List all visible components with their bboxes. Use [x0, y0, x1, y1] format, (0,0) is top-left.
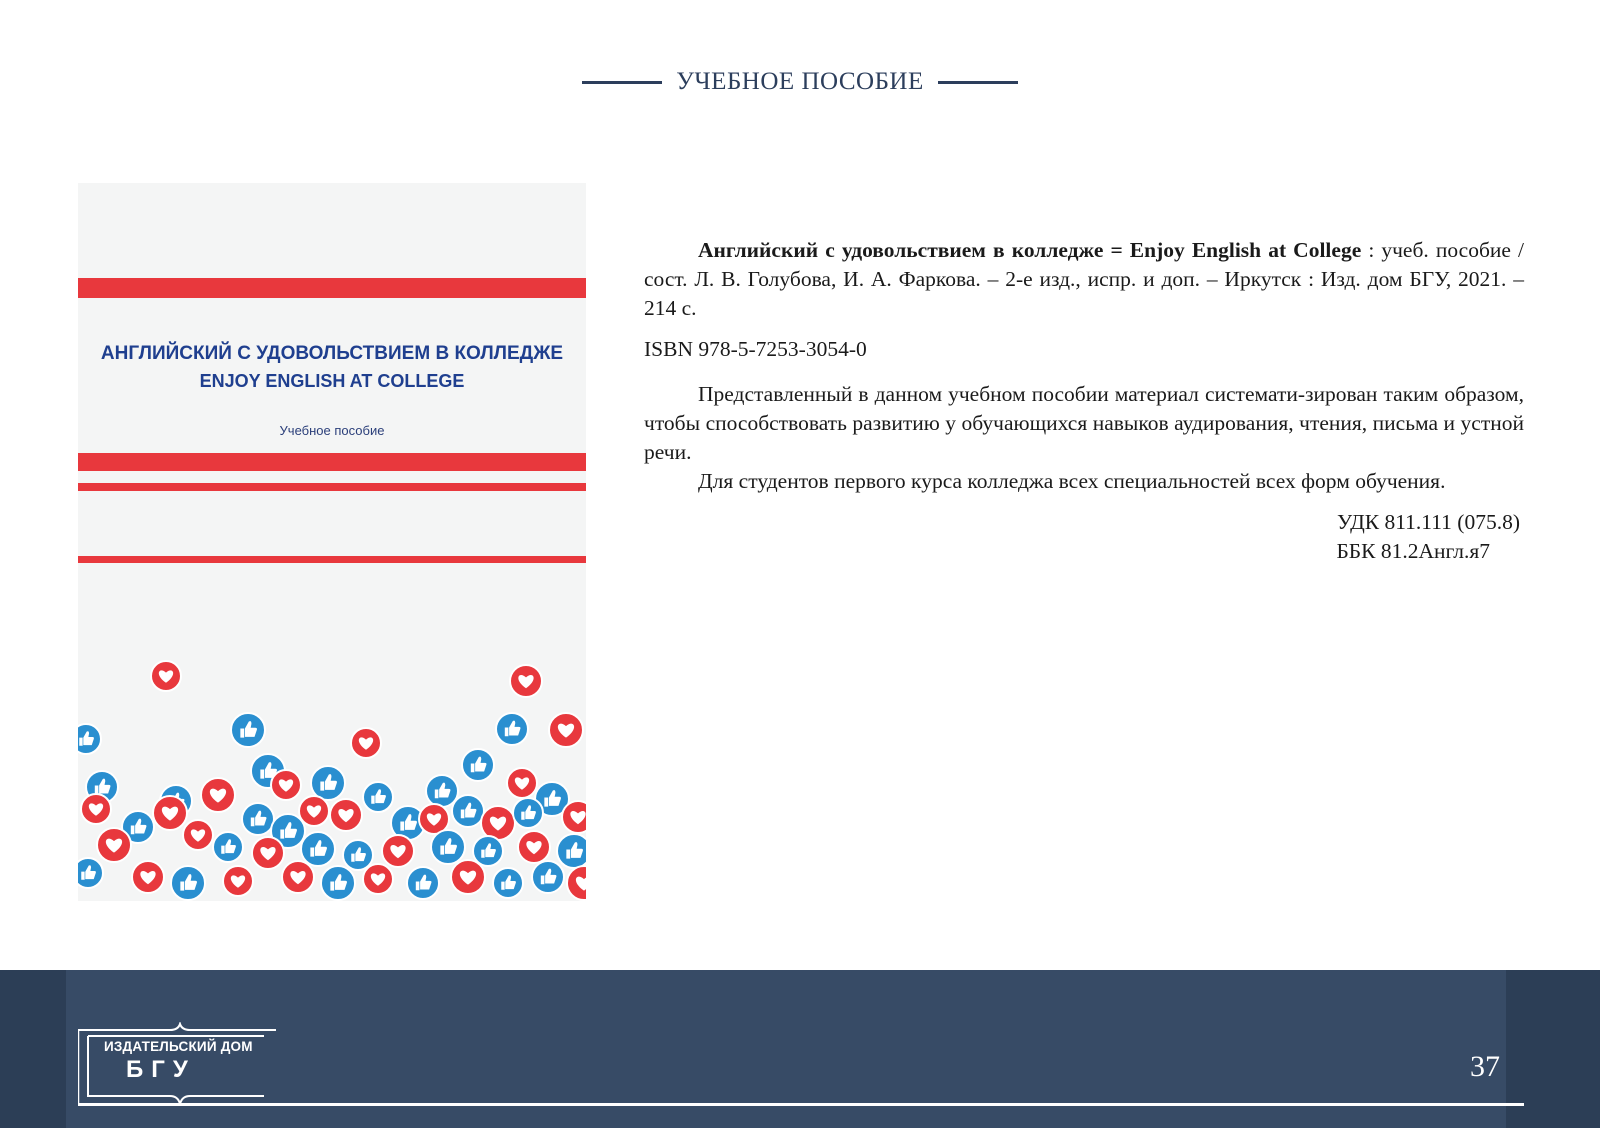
heart-icon: [510, 665, 542, 697]
annotation: Представленный в данном учебном пособии материал системати-зирован таким образом, чтобы способствовать развитию у обучающихся навыков аудирования, чтения, письма и устной речи.: [644, 382, 1524, 464]
cover-title-ru: АНГЛИЙСКИЙ С УДОВОЛЬСТВИЕМ В КОЛЛЕДЖЕ: [100, 343, 564, 364]
section-title: УЧЕБНОЕ ПОСОБИЕ: [676, 68, 924, 95]
page-header: [0, 68, 1600, 96]
thumbs-up-icon: [496, 713, 528, 745]
thumbs-up-icon: [171, 866, 205, 900]
heart-icon: [567, 866, 586, 900]
bibliographic-details: : учеб. пособие / сост. Л. В. Голубова, И. А. Фаркова. – 2-е изд., испр. и доп. – Иркутск : Изд. дом БГУ, 2021. – 214 с.: [644, 238, 1524, 320]
heart-icon: [81, 794, 111, 824]
footer-rule: [78, 1103, 1524, 1106]
heart-icon: [351, 728, 381, 758]
udk-code: УДК 811.111 (075.8): [1337, 510, 1520, 534]
heart-icon: [153, 796, 187, 830]
thumbs-up-icon: [452, 795, 484, 827]
thumbs-up-icon: [493, 868, 523, 898]
audience: Для студентов первого курса колледжа всех специальностей всех форм обучения.: [698, 469, 1446, 493]
logo-university-name: БГУ: [126, 1056, 196, 1083]
thumbs-up-icon: [532, 861, 564, 893]
heart-icon: [223, 866, 253, 896]
heart-icon: [97, 828, 131, 862]
book-description: [644, 236, 1524, 566]
heart-icon: [201, 778, 235, 812]
heart-icon: [299, 796, 329, 826]
heart-icon: [271, 770, 301, 800]
isbn: ISBN 978-5-7253-3054-0: [644, 337, 867, 361]
cover-subtitle: Учебное пособие: [279, 423, 385, 438]
header-rule-left: [582, 81, 662, 84]
thumbs-up-icon: [431, 830, 465, 864]
publisher-logo: [78, 1022, 278, 1106]
heart-icon: [481, 806, 515, 840]
page-number: 37: [1470, 1050, 1500, 1083]
thumbs-up-icon: [557, 834, 586, 868]
thumbs-up-icon: [311, 766, 345, 800]
cover-title-en: ENJOY ENGLISH AT COLLEGE: [199, 371, 465, 391]
bibliographic-entry: [644, 236, 1524, 323]
thumbs-up-icon: [473, 836, 503, 866]
header-rule-right: [938, 81, 1018, 84]
logo-publisher-name: ИЗДАТЕЛЬСКИЙ ДОМ: [104, 1039, 253, 1054]
heart-icon: [252, 837, 284, 869]
heart-icon: [549, 713, 583, 747]
thumbs-up-icon: [513, 798, 543, 828]
heart-icon: [562, 801, 586, 833]
thumbs-up-icon: [78, 724, 101, 754]
heart-icon: [518, 831, 550, 863]
heart-icon: [282, 861, 314, 893]
thumbs-up-icon: [213, 832, 243, 862]
thumbs-up-icon: [78, 858, 103, 888]
social-icons-illustration: [78, 183, 586, 901]
heart-icon: [363, 864, 393, 894]
book-title: Английский с удовольствием в колледже = Enjoy English at College: [698, 238, 1362, 262]
thumbs-up-icon: [343, 840, 373, 870]
heart-icon: [183, 820, 213, 850]
heart-icon: [382, 835, 414, 867]
thumbs-up-icon: [321, 866, 355, 900]
bbk-code: ББК 81.2Англ.я7: [1336, 539, 1490, 563]
thumbs-up-icon: [242, 803, 274, 835]
thumbs-up-icon: [426, 775, 458, 807]
heart-icon: [330, 799, 362, 831]
thumbs-up-icon: [231, 713, 265, 747]
thumbs-up-icon: [462, 749, 494, 781]
thumbs-up-icon: [301, 832, 335, 866]
thumbs-up-icon: [407, 867, 439, 899]
thumbs-up-icon: [363, 782, 393, 812]
heart-icon: [451, 860, 485, 894]
book-cover: [78, 183, 586, 901]
heart-icon: [132, 861, 164, 893]
heart-icon: [507, 768, 537, 798]
heart-icon: [151, 661, 181, 691]
